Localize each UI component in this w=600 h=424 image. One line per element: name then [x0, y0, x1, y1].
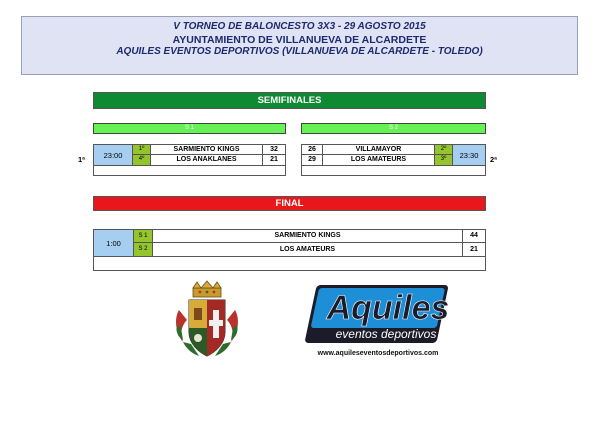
s1-rank-1: 1º: [132, 144, 151, 155]
final-seed-2: S 2: [133, 242, 153, 257]
final-team-2: LOS AMATEURS: [152, 242, 463, 257]
s2-score-1: 26: [301, 144, 323, 155]
s2-court: 2ª: [490, 155, 497, 164]
final-time: 1:00: [93, 229, 134, 257]
s1-label: S 1: [93, 123, 286, 134]
website-url: www.aquileseventosdeportivos.com: [317, 350, 439, 357]
s1-team-1: SARMIENTO KINGS: [150, 144, 263, 155]
s1-court: 1ª: [78, 155, 85, 164]
s1-rank-2: 4º: [132, 154, 151, 166]
s1-score-1: 32: [262, 144, 286, 155]
header-line-3: AQUILES EVENTOS DEPORTIVOS (VILLANUEVA DE ALCARDETE - TOLEDO): [116, 46, 483, 57]
s2-game: [301, 144, 486, 176]
final-game: [93, 229, 486, 271]
s1-score-2: 21: [262, 154, 286, 166]
s1-game: [93, 144, 286, 176]
semifinals-title: SEMIFINALES: [93, 92, 486, 109]
s2-rank-2: 3º: [434, 154, 453, 166]
s2-team-1: VILLAMAYOR: [322, 144, 435, 155]
final-team-1: SARMIENTO KINGS: [152, 229, 463, 243]
final-score-2: 21: [462, 242, 486, 257]
s1-team-2: LOS ANAKLANES: [150, 154, 263, 166]
s1-time: 23:00: [93, 144, 133, 166]
s2-team-2: LOS AMATEURS: [322, 154, 435, 166]
header-line-2: AYUNTAMIENTO DE VILLANUEVA DE ALCARDETE: [172, 33, 427, 46]
s2-label: S 2: [301, 123, 486, 134]
final-title: FINAL: [93, 196, 486, 211]
s2-rank-1: 2º: [434, 144, 453, 155]
tournament-header: [21, 16, 578, 75]
final-score-1: 44: [462, 229, 486, 243]
brand-tagline: eventos deportivos: [335, 327, 437, 341]
header-line-1: V TORNEO DE BALONCESTO 3X3 - 29 AGOSTO 2015: [173, 21, 426, 32]
coat-of-arms-logo: [173, 280, 241, 364]
s2-score-2: 29: [301, 154, 323, 166]
s2-time: 23:30: [452, 144, 486, 166]
final-seed-1: S 1: [133, 229, 153, 243]
brand-name: Aquiles: [326, 289, 450, 327]
